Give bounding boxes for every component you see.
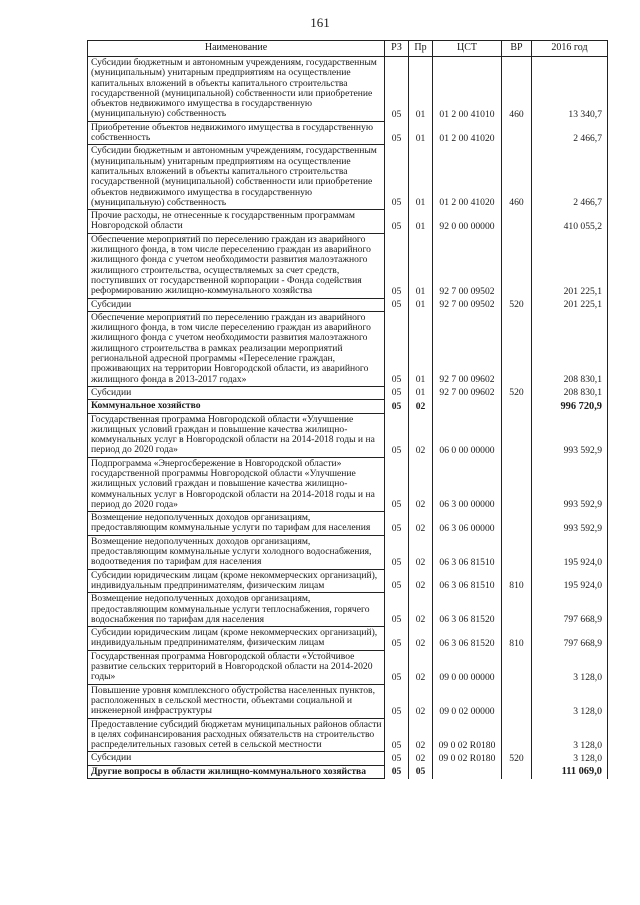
cell-rz: 05: [385, 593, 409, 627]
cell-pr: 01: [409, 57, 433, 122]
cell-rz: 05: [385, 627, 409, 651]
cell-rz: 05: [385, 400, 409, 413]
cell-vr: [502, 593, 532, 627]
cell-sum: 3 128,0: [532, 752, 608, 765]
table-row: [88, 569, 608, 593]
cell-rz: 05: [385, 413, 409, 457]
cell-sum: 993 592,9: [532, 512, 608, 536]
cell-name: Возмещение недополученных доходов организациям, предоставляющим коммунальные услуги по тарифам для населения: [88, 512, 385, 536]
cell-pr: 01: [409, 311, 433, 386]
cell-pr: 02: [409, 400, 433, 413]
cell-pr: 01: [409, 233, 433, 298]
cell-cst: 06 3 06 00000: [433, 512, 502, 536]
cell-name: Повышение уровня комплексного обустройства населенных пунктов, расположенных в сельской местности, объектами социальной и инженерной инфраструктуры: [88, 684, 385, 718]
cell-sum: 3 128,0: [532, 650, 608, 684]
cell-rz: 05: [385, 233, 409, 298]
cell-vr: 520: [502, 752, 532, 765]
cell-cst: 92 7 00 09602: [433, 311, 502, 386]
cell-pr: 02: [409, 512, 433, 536]
cell-pr: 02: [409, 650, 433, 684]
cell-rz: 05: [385, 569, 409, 593]
cell-cst: 06 3 06 81510: [433, 569, 502, 593]
cell-vr: [502, 457, 532, 511]
cell-cst: 01 2 00 41020: [433, 145, 502, 210]
table-header: [88, 41, 608, 57]
table-row: [88, 311, 608, 386]
cell-vr: 460: [502, 57, 532, 122]
cell-name: Субсидии юридическим лицам (кроме некоммерческих организаций), индивидуальным предпринимателям, физическим лицам: [88, 569, 385, 593]
cell-sum: 195 924,0: [532, 535, 608, 569]
table-row: [88, 718, 608, 752]
cell-pr: 02: [409, 627, 433, 651]
cell-sum: 2 466,7: [532, 121, 608, 145]
cell-name: Субсидии: [88, 752, 385, 765]
page-number: 161: [310, 15, 330, 30]
cell-pr: 01: [409, 386, 433, 399]
cell-pr: 02: [409, 752, 433, 765]
cell-pr: 02: [409, 593, 433, 627]
cell-vr: 810: [502, 627, 532, 651]
cell-sum: 3 128,0: [532, 718, 608, 752]
cell-name: Субсидии юридическим лицам (кроме некоммерческих организаций), индивидуальным предпринимателям, физическим лицам: [88, 627, 385, 651]
table-row: [88, 233, 608, 298]
cell-pr: 02: [409, 457, 433, 511]
header-pr: Пр: [409, 41, 433, 57]
cell-rz: 05: [385, 386, 409, 399]
cell-name: Субсидии бюджетным и автономным учреждениям, государственным (муниципальным) унитарным предприятиям на осуществление капитальных вложений в объекты капитального строительства государственной (муниципальной) собственности или приобретение объектов недвижимого имущества в государственную (муниципальную) собственность: [88, 57, 385, 122]
budget-table: [87, 40, 608, 779]
cell-name: Другие вопросы в области жилищно-коммунального хозяйства: [88, 765, 385, 778]
cell-cst: [433, 400, 502, 413]
cell-vr: [502, 121, 532, 145]
cell-sum: 797 668,9: [532, 627, 608, 651]
cell-rz: 05: [385, 121, 409, 145]
table-row: [88, 413, 608, 457]
cell-name: Возмещение недополученных доходов организациям, предоставляющим коммунальные услуги холодного водоснабжения, водоотведения по тарифам для населения: [88, 535, 385, 569]
cell-sum: 996 720,9: [532, 400, 608, 413]
cell-sum: 993 592,9: [532, 457, 608, 511]
cell-vr: 520: [502, 386, 532, 399]
table-row: [88, 210, 608, 234]
cell-cst: 92 0 00 00000: [433, 210, 502, 234]
table-row: [88, 400, 608, 413]
cell-vr: [502, 535, 532, 569]
cell-cst: 06 0 00 00000: [433, 413, 502, 457]
cell-cst: 09 0 00 00000: [433, 650, 502, 684]
cell-pr: 01: [409, 121, 433, 145]
cell-sum: 3 128,0: [532, 684, 608, 718]
cell-name: Обеспечение мероприятий по переселению граждан из аварийного жилищного фонда, в том числе переселению граждан из аварийного жилищного фонда с учетом необходимости развития малоэтажного жилищного строительства, осуществляемых за счет средств, поступивших от государственной корпорации - Фонда содействия реформированию жилищно-коммунального хозяйства: [88, 233, 385, 298]
cell-cst: 92 7 00 09502: [433, 233, 502, 298]
cell-sum: 111 069,0: [532, 765, 608, 778]
header-name: Наименование: [88, 41, 385, 57]
cell-rz: 05: [385, 684, 409, 718]
cell-cst: 06 3 06 81520: [433, 627, 502, 651]
cell-vr: [502, 765, 532, 778]
table-row: [88, 650, 608, 684]
cell-vr: [502, 210, 532, 234]
cell-pr: 02: [409, 684, 433, 718]
cell-name: Предоставление субсидий бюджетам муниципальных районов области в целях софинансирования расходных обязательств на строительство распределительных газовых сетей в сельской местности: [88, 718, 385, 752]
cell-vr: [502, 650, 532, 684]
cell-vr: [502, 512, 532, 536]
table-row: [88, 57, 608, 122]
cell-cst: 01 2 00 41010: [433, 57, 502, 122]
header-sum: 2016 год: [532, 41, 608, 57]
cell-cst: 92 7 00 09502: [433, 298, 502, 311]
cell-sum: 208 830,1: [532, 386, 608, 399]
cell-pr: 01: [409, 210, 433, 234]
header-rz: РЗ: [385, 41, 409, 57]
cell-rz: 05: [385, 311, 409, 386]
cell-rz: 05: [385, 650, 409, 684]
cell-rz: 05: [385, 765, 409, 778]
table-row: [88, 457, 608, 511]
cell-rz: 05: [385, 535, 409, 569]
cell-name: Обеспечение мероприятий по переселению граждан из аварийного жилищного фонда, в том числе переселению граждан из аварийного жилищного фонда с учетом необходимости развития малоэтажного жилищного строительства в рамках реализации мероприятий региональной адресной программы «Переселение граждан, проживающих на территории Новгородской области, из аварийного жилищного фонда в 2013-2017 годах»: [88, 311, 385, 386]
cell-cst: 92 7 00 09602: [433, 386, 502, 399]
table-row: [88, 512, 608, 536]
cell-vr: 520: [502, 298, 532, 311]
table-row: [88, 752, 608, 765]
cell-cst: 09 0 02 00000: [433, 684, 502, 718]
cell-sum: 195 924,0: [532, 569, 608, 593]
cell-cst: 06 3 00 00000: [433, 457, 502, 511]
cell-sum: 201 225,1: [532, 298, 608, 311]
cell-sum: 993 592,9: [532, 413, 608, 457]
table-row: [88, 121, 608, 145]
header-vr: ВР: [502, 41, 532, 57]
cell-name: Прочие расходы, не отнесенные к государственным программам Новгородской области: [88, 210, 385, 234]
cell-sum: 201 225,1: [532, 233, 608, 298]
cell-name: Государственная программа Новгородской области «Устойчивое развитие сельских территорий в Новгородской области на 2014-2020 годы»: [88, 650, 385, 684]
cell-pr: 02: [409, 569, 433, 593]
cell-sum: 13 340,7: [532, 57, 608, 122]
cell-rz: 05: [385, 718, 409, 752]
cell-pr: 02: [409, 413, 433, 457]
table-row: [88, 298, 608, 311]
cell-name: Коммунальное хозяйство: [88, 400, 385, 413]
cell-sum: 208 830,1: [532, 311, 608, 386]
cell-vr: [502, 718, 532, 752]
cell-cst: 06 3 06 81510: [433, 535, 502, 569]
cell-name: Субсидии бюджетным и автономным учреждениям, государственным (муниципальным) унитарным предприятиям на осуществление капитальных вложений в объекты капитального строительства государственной (муниципальной) собственности или приобретение объектов недвижимого имущества в государственную (муниципальную) собственность: [88, 145, 385, 210]
cell-name: Приобретение объектов недвижимого имущества в государственную собственность: [88, 121, 385, 145]
table-row: [88, 145, 608, 210]
cell-cst: 06 3 06 81520: [433, 593, 502, 627]
cell-pr: 02: [409, 718, 433, 752]
cell-sum: 2 466,7: [532, 145, 608, 210]
cell-cst: [433, 765, 502, 778]
table-row: [88, 386, 608, 399]
cell-cst: 01 2 00 41020: [433, 121, 502, 145]
cell-pr: 01: [409, 145, 433, 210]
table-body: [88, 57, 608, 779]
cell-vr: 460: [502, 145, 532, 210]
cell-rz: 05: [385, 752, 409, 765]
cell-name: Подпрограмма «Энергосбережение в Новгородской области» государственной программы Новгородской области «Улучшение жилищных условий граждан и повышение качества жилищно-коммунальных услуг в Новгородской области на 2014-2018 годы и на период до 2020 года»: [88, 457, 385, 511]
cell-vr: [502, 413, 532, 457]
cell-vr: [502, 311, 532, 386]
cell-rz: 05: [385, 457, 409, 511]
cell-name: Возмещение недополученных доходов организациям, предоставляющим коммунальные услуги теплоснабжения, горячего водоснабжения по тарифам для населения: [88, 593, 385, 627]
cell-pr: 02: [409, 535, 433, 569]
cell-name: Субсидии: [88, 298, 385, 311]
cell-rz: 05: [385, 210, 409, 234]
cell-cst: 09 0 02 R0180: [433, 718, 502, 752]
table-row: [88, 593, 608, 627]
cell-rz: 05: [385, 298, 409, 311]
cell-vr: [502, 684, 532, 718]
cell-name: Субсидии: [88, 386, 385, 399]
cell-rz: 05: [385, 57, 409, 122]
header-cst: ЦСТ: [433, 41, 502, 57]
cell-cst: 09 0 02 R0180: [433, 752, 502, 765]
table-row: [88, 765, 608, 778]
cell-name: Государственная программа Новгородской области «Улучшение жилищных условий граждан и повышение качества жилищно-коммунальных услуг в Новгородской области на 2014-2018 годы и на период до 2020 года»: [88, 413, 385, 457]
cell-pr: 05: [409, 765, 433, 778]
cell-sum: 410 055,2: [532, 210, 608, 234]
cell-vr: [502, 233, 532, 298]
cell-vr: [502, 400, 532, 413]
table-row: [88, 684, 608, 718]
cell-rz: 05: [385, 145, 409, 210]
cell-rz: 05: [385, 512, 409, 536]
cell-vr: 810: [502, 569, 532, 593]
table-row: [88, 535, 608, 569]
table-row: [88, 627, 608, 651]
cell-sum: 797 668,9: [532, 593, 608, 627]
cell-pr: 01: [409, 298, 433, 311]
